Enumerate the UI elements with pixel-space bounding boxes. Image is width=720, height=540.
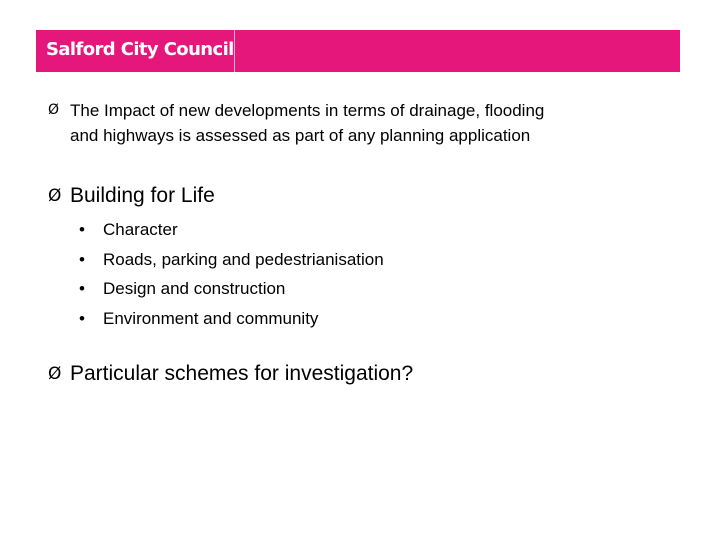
bullet-line-1: The Impact of new developments in terms of drainage, flooding xyxy=(70,101,545,120)
header-bar xyxy=(36,30,680,72)
bullet-drainage-impact xyxy=(48,98,544,148)
bullet-building-for-life xyxy=(48,182,215,210)
sub-item-roads xyxy=(79,245,384,275)
arrow-bullet-icon: Ø xyxy=(48,364,62,384)
sub-item-label: Environment and community xyxy=(103,308,319,328)
building-for-life-sublist xyxy=(79,215,384,333)
logo-cell xyxy=(36,30,235,72)
bullet-dot-icon: • xyxy=(79,279,85,298)
sub-item-design xyxy=(79,274,384,304)
bullet-text: Building for Life xyxy=(70,184,215,207)
sub-item-character xyxy=(79,215,384,245)
bullet-text xyxy=(70,98,544,148)
bullet-text: Particular schemes for investigation? xyxy=(70,362,414,385)
bullet-line-2: and highways is assessed as part of any planning application xyxy=(70,126,531,145)
bullet-dot-icon: • xyxy=(79,249,85,269)
bullet-dot-icon: • xyxy=(79,220,85,239)
council-logo: Salford City Council xyxy=(46,39,234,60)
sub-item-environment xyxy=(79,304,384,334)
sub-item-label: Design and construction xyxy=(103,279,286,298)
sub-item-label: Character xyxy=(103,220,178,239)
arrow-bullet-icon: Ø xyxy=(48,102,60,118)
arrow-bullet-icon: Ø xyxy=(48,186,62,206)
bullet-dot-icon: • xyxy=(79,308,85,328)
sub-item-label: Roads, parking and pedestrianisation xyxy=(103,249,384,269)
bullet-particular-schemes xyxy=(48,360,413,388)
